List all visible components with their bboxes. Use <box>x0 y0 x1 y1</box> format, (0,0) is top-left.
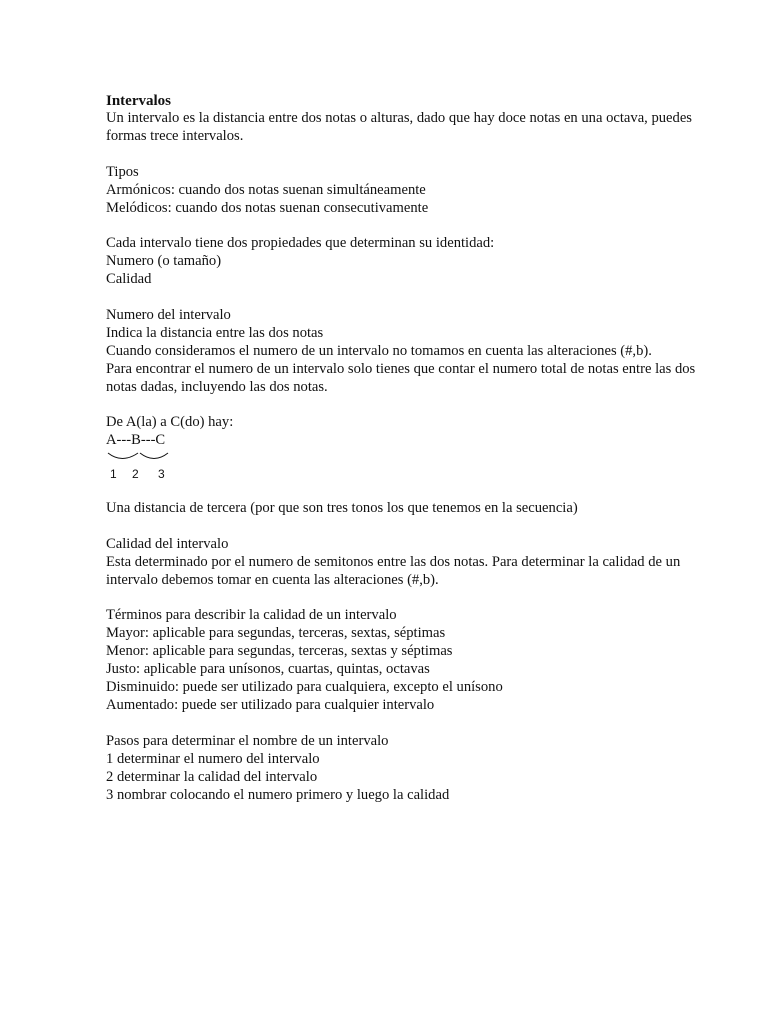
terminos-line: Menor: aplicable para segundas, terceras, sextas y séptimas <box>106 643 453 660</box>
tipos-heading: Tipos <box>106 163 139 180</box>
tercera-section <box>106 500 706 518</box>
terminos-line: Disminuido: puede ser utilizado para cualquiera, excepto el unísono <box>106 679 503 696</box>
numero-paragraph: Para encontrar el numero de un intervalo solo tienes que contar el numero total de notas entre las dos notas dadas, incluyendo las dos notas. <box>106 360 696 395</box>
arc-a-b <box>108 453 138 459</box>
document-page <box>106 92 706 804</box>
intro-paragraph: Un intervalo es la distancia entre dos notas o alturas, dado que hay doce notas en una octava, puedes formas trece intervalos. <box>106 110 692 144</box>
interval-number: 2 <box>132 467 139 482</box>
terminos-line: Justo: aplicable para unísonos, cuartas, quintas, octavas <box>106 661 430 678</box>
numero-paragraph: Cuando consideramos el numero de un intervalo no tomamos en cuenta las alteraciones (#,b). <box>106 342 652 359</box>
numero-line: Indica la distancia entre las dos notas <box>106 324 324 341</box>
tipos-section <box>106 164 706 218</box>
tipos-line: Armónicos: cuando dos notas suenan simultáneamente <box>106 181 426 198</box>
numero-section <box>106 307 706 397</box>
pasos-line: 1 determinar el numero del intervalo <box>106 750 320 767</box>
interval-arcs <box>106 450 176 464</box>
pasos-heading: Pasos para determinar el nombre de un intervalo <box>106 732 389 749</box>
tipos-line: Melódicos: cuando dos notas suenan consecutivamente <box>106 199 429 216</box>
propiedades-section <box>106 235 706 289</box>
interval-number: 3 <box>158 467 165 482</box>
calidad-section <box>106 536 706 590</box>
tercera-line: Una distancia de tercera (por que son tres tonos los que tenemos en la secuencia) <box>106 500 578 517</box>
terminos-heading: Términos para describir la calidad de un intervalo <box>106 607 397 624</box>
pasos-line: 3 nombrar colocando el numero primero y luego la calidad <box>106 786 450 803</box>
interval-diagram <box>106 450 706 482</box>
propiedades-line: Numero (o tamaño) <box>106 253 222 270</box>
numero-heading: Numero del intervalo <box>106 306 231 323</box>
terminos-line: Mayor: aplicable para segundas, terceras, sextas, séptimas <box>106 625 446 642</box>
propiedades-heading: Cada intervalo tiene dos propiedades que determinan su identidad: <box>106 235 495 252</box>
interval-number: 1 <box>110 467 117 482</box>
terminos-section <box>106 607 706 714</box>
ejemplo-section <box>106 414 706 482</box>
calidad-heading: Calidad del intervalo <box>106 535 229 552</box>
propiedades-line: Calidad <box>106 271 152 288</box>
interval-numbers <box>106 466 186 482</box>
ejemplo-notes: A---B---C <box>106 432 166 449</box>
pasos-section <box>106 733 706 805</box>
terminos-line: Aumentado: puede ser utilizado para cualquier intervalo <box>106 696 435 713</box>
document-title: Intervalos <box>106 93 171 109</box>
calidad-paragraph: Esta determinado por el numero de semitonos entre las dos notas. Para determinar la calidad de un intervalo debemos tomar en cuenta las alteraciones (#,b). <box>106 553 681 588</box>
pasos-line: 2 determinar la calidad del intervalo <box>106 768 318 785</box>
ejemplo-heading: De A(la) a C(do) hay: <box>106 414 234 431</box>
arc-b-c <box>140 453 168 459</box>
